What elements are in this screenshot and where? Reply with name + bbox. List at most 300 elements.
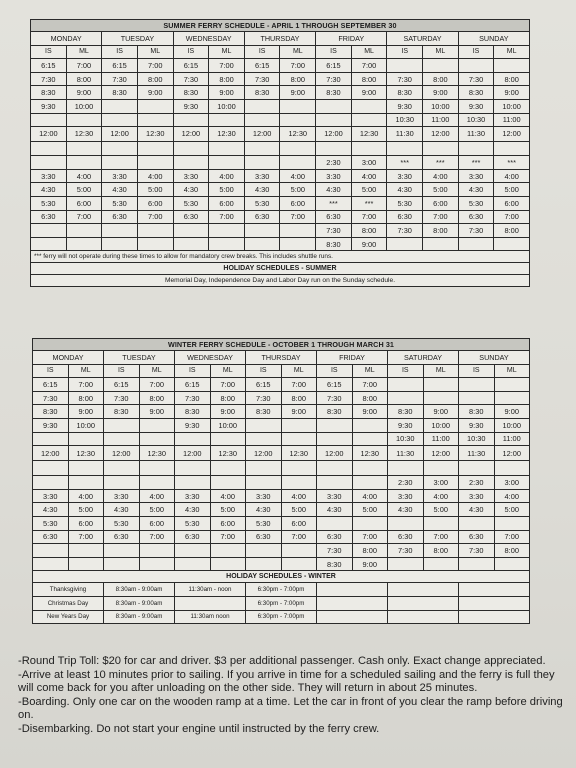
departure-time-cell	[494, 516, 530, 530]
departure-time-cell: 4:00	[352, 489, 388, 503]
departure-time-cell: 7:00	[139, 530, 175, 544]
departure-time-cell	[68, 432, 104, 446]
departure-time-cell: 7:00	[494, 210, 530, 224]
departure-time-cell	[139, 432, 175, 446]
departure-time-cell: 7:00	[210, 530, 246, 544]
departure-time-cell	[494, 378, 530, 392]
departure-time-cell	[33, 461, 69, 476]
departure-time-cell	[423, 391, 459, 405]
departure-time-cell: 5:30	[175, 516, 211, 530]
schedule-row	[31, 196, 530, 210]
winter-schedule-table	[32, 338, 530, 624]
departure-time-cell: 4:00	[210, 489, 246, 503]
terminal-header: ML	[209, 45, 245, 59]
departure-time-cell: 9:00	[494, 86, 530, 100]
departure-time-cell	[494, 237, 530, 251]
departure-time-cell: 8:00	[66, 72, 102, 86]
departure-time-cell: 8:30	[33, 405, 69, 419]
departure-time-cell: 6:30	[173, 210, 209, 224]
departure-time-cell: 7:30	[104, 391, 140, 405]
departure-time-cell	[209, 224, 245, 238]
departure-time-cell	[246, 557, 282, 571]
departure-time-cell: 11:00	[423, 432, 459, 446]
departure-time-cell: 4:30	[244, 183, 280, 197]
departure-time-cell: 6:15	[317, 378, 353, 392]
departure-time-cell: 12:00	[33, 446, 69, 461]
departure-time-cell: 10:30	[458, 113, 494, 127]
departure-time-cell: 11:30	[459, 446, 495, 461]
departure-time-cell: 3:30	[458, 169, 494, 183]
terminal-header: IS	[102, 45, 138, 59]
departure-time-cell: 8:00	[210, 391, 246, 405]
schedule-row	[33, 557, 530, 571]
departure-time-cell	[102, 141, 138, 156]
departure-time-cell	[280, 237, 316, 251]
departure-time-cell: 5:30	[102, 196, 138, 210]
departure-time-cell: 3:30	[173, 169, 209, 183]
departure-time-cell: 5:00	[494, 503, 530, 517]
schedule-row	[33, 530, 530, 544]
departure-time-cell: 11:30	[387, 127, 423, 142]
departure-time-cell: 7:00	[210, 378, 246, 392]
departure-time-cell	[102, 237, 138, 251]
departure-time-cell: 8:30	[388, 405, 424, 419]
departure-time-cell: 2:30	[388, 476, 424, 490]
terminal-header: IS	[246, 364, 282, 378]
departure-time-cell: 5:00	[137, 183, 173, 197]
departure-time-cell	[494, 59, 530, 73]
departure-time-cell: 4:30	[317, 503, 353, 517]
departure-time-cell: 5:00	[423, 183, 459, 197]
departure-time-cell: 3:30	[102, 169, 138, 183]
departure-time-cell: 4:30	[102, 183, 138, 197]
terminal-header: IS	[459, 364, 495, 378]
departure-time-cell: 4:30	[246, 503, 282, 517]
departure-time-cell: 12:00	[244, 127, 280, 142]
departure-time-cell	[281, 557, 317, 571]
terminal-header: IS	[104, 364, 140, 378]
holiday-empty-cell	[317, 596, 388, 610]
departure-time-cell: 7:00	[281, 378, 317, 392]
departure-time-cell: 3:30	[316, 169, 352, 183]
departure-time-cell	[317, 461, 353, 476]
departure-time-cell: 3:30	[388, 489, 424, 503]
departure-time-cell: 6:30	[175, 530, 211, 544]
departure-time-cell: 8:00	[209, 72, 245, 86]
departure-time-cell: 12:30	[66, 127, 102, 142]
schedule-row	[31, 72, 530, 86]
departure-time-cell: 7:30	[31, 72, 67, 86]
departure-time-cell	[246, 418, 282, 432]
departure-time-cell: 7:00	[423, 210, 459, 224]
departure-time-cell	[66, 156, 102, 170]
departure-time-cell: 4:00	[281, 489, 317, 503]
departure-time-cell: 9:00	[352, 405, 388, 419]
departure-time-cell	[281, 544, 317, 558]
schedule-row	[33, 516, 530, 530]
departure-time-cell	[352, 432, 388, 446]
departure-time-cell: 3:30	[459, 489, 495, 503]
departure-time-cell: 7:30	[316, 224, 352, 238]
ferry-note: -Boarding. Only one car on the wooden ramp at a time. Let the car in front of you clear the ramp before driving on.	[18, 695, 563, 722]
departure-time-cell	[31, 237, 67, 251]
departure-time-cell: 7:30	[317, 544, 353, 558]
departure-time-cell: 9:30	[33, 418, 69, 432]
departure-time-cell: 12:00	[173, 127, 209, 142]
departure-time-cell	[459, 461, 495, 476]
departure-time-cell: 7:00	[68, 378, 104, 392]
schedule-row	[33, 503, 530, 517]
departure-time-cell	[352, 418, 388, 432]
departure-time-cell	[494, 461, 530, 476]
departure-time-cell: 5:00	[66, 183, 102, 197]
departure-time-cell	[173, 237, 209, 251]
departure-time-cell: 12:30	[209, 127, 245, 142]
departure-time-cell: 4:30	[104, 503, 140, 517]
departure-time-cell	[66, 237, 102, 251]
departure-time-cell: 5:00	[139, 503, 175, 517]
schedule-row	[33, 391, 530, 405]
departure-time-cell	[388, 378, 424, 392]
day-header: TUESDAY	[102, 32, 173, 46]
departure-time-cell: 6:30	[33, 530, 69, 544]
departure-time-cell: ***	[494, 156, 530, 170]
departure-time-cell: 12:00	[104, 446, 140, 461]
departure-time-cell: 5:00	[280, 183, 316, 197]
departure-time-cell	[139, 476, 175, 490]
departure-time-cell: 11:00	[494, 432, 530, 446]
departure-time-cell	[458, 237, 494, 251]
departure-time-cell: 8:00	[280, 72, 316, 86]
departure-time-cell: 7:00	[209, 210, 245, 224]
departure-time-cell	[281, 432, 317, 446]
departure-time-cell: 10:00	[66, 99, 102, 113]
departure-time-cell	[173, 141, 209, 156]
departure-time-cell	[137, 99, 173, 113]
terminal-header: IS	[173, 45, 209, 59]
departure-time-cell: 7:30	[388, 544, 424, 558]
departure-time-cell	[102, 99, 138, 113]
departure-time-cell: 3:30	[104, 489, 140, 503]
schedule-row	[31, 183, 530, 197]
schedule-row	[31, 210, 530, 224]
departure-time-cell	[458, 141, 494, 156]
ferry-note: -Round Trip Toll: $20 for car and driver. $3 per additional passenger. Cash only. Exact change appreciated.	[18, 655, 546, 667]
departure-time-cell: 5:30	[387, 196, 423, 210]
departure-time-cell	[317, 516, 353, 530]
departure-time-cell: 7:00	[352, 378, 388, 392]
departure-time-cell: 10:00	[423, 99, 459, 113]
departure-time-cell: 6:15	[31, 59, 67, 73]
holiday-heading-row	[31, 263, 530, 275]
departure-time-cell: 8:00	[352, 544, 388, 558]
day-header: SATURDAY	[387, 32, 458, 46]
departure-time-cell: 8:30	[458, 86, 494, 100]
departure-time-cell: 10:30	[387, 113, 423, 127]
departure-time-cell: 6:00	[494, 196, 530, 210]
departure-time-cell: 3:00	[494, 476, 530, 490]
departure-time-cell: 6:15	[316, 59, 352, 73]
schedule-row	[33, 432, 530, 446]
departure-time-cell: 5:30	[104, 516, 140, 530]
departure-time-cell: 9:00	[139, 405, 175, 419]
day-header: TUESDAY	[104, 351, 175, 365]
departure-time-cell	[387, 59, 423, 73]
departure-time-cell	[423, 516, 459, 530]
departure-time-cell: 3:30	[317, 489, 353, 503]
departure-time-cell	[316, 113, 352, 127]
departure-time-cell: 5:30	[246, 516, 282, 530]
departure-time-cell: 10:30	[459, 432, 495, 446]
departure-time-cell: 3:30	[244, 169, 280, 183]
departure-time-cell: 9:00	[68, 405, 104, 419]
departure-time-cell: 3:30	[175, 489, 211, 503]
departure-time-cell	[246, 476, 282, 490]
departure-time-cell: 11:00	[423, 113, 459, 127]
departure-time-cell: 5:00	[209, 183, 245, 197]
departure-time-cell: 6:00	[280, 196, 316, 210]
terminal-header: ML	[281, 364, 317, 378]
departure-time-cell	[66, 113, 102, 127]
departure-time-cell	[137, 237, 173, 251]
holiday-row	[33, 596, 530, 610]
departure-time-cell: 7:30	[459, 544, 495, 558]
terminal-header: ML	[137, 45, 173, 59]
departure-time-cell	[317, 418, 353, 432]
departure-time-cell	[102, 224, 138, 238]
holiday-empty-cell	[388, 610, 459, 624]
holiday-name: Christmas Day	[33, 596, 104, 610]
schedule-row	[33, 489, 530, 503]
departure-time-cell: 6:00	[66, 196, 102, 210]
schedule-row	[31, 224, 530, 238]
departure-time-cell	[209, 156, 245, 170]
departure-time-cell: 6:00	[281, 516, 317, 530]
holiday-time: 11:30am - noon	[175, 583, 246, 597]
departure-time-cell	[210, 432, 246, 446]
schedule-row	[31, 169, 530, 183]
holiday-row	[33, 583, 530, 597]
holiday-time: 8:30am - 9:00am	[104, 610, 175, 624]
schedule-row	[33, 405, 530, 419]
crew-break-note: *** ferry will not operate during these times to allow for mandatory crew breaks. This includes shuttle runs.	[31, 251, 530, 263]
terminal-header: ML	[494, 45, 530, 59]
departure-time-cell	[423, 237, 459, 251]
departure-time-cell	[33, 544, 69, 558]
departure-time-cell	[352, 516, 388, 530]
departure-time-cell	[281, 461, 317, 476]
departure-time-cell: 7:00	[139, 378, 175, 392]
title-row	[31, 20, 530, 32]
departure-time-cell	[423, 378, 459, 392]
departure-time-cell	[317, 476, 353, 490]
departure-time-cell	[281, 418, 317, 432]
departure-time-cell: 4:00	[68, 489, 104, 503]
departure-time-cell	[387, 237, 423, 251]
departure-time-cell	[139, 544, 175, 558]
holiday-name: New Years Day	[33, 610, 104, 624]
departure-time-cell	[139, 461, 175, 476]
departure-time-cell: 6:15	[173, 59, 209, 73]
departure-time-cell: 5:00	[210, 503, 246, 517]
holiday-time: 6:30pm - 7:00pm	[246, 583, 317, 597]
departure-time-cell: 9:00	[210, 405, 246, 419]
departure-time-cell: 8:30	[317, 557, 353, 571]
holiday-empty-cell	[317, 583, 388, 597]
departure-time-cell: 7:00	[423, 530, 459, 544]
departure-time-cell: 8:30	[387, 86, 423, 100]
departure-time-cell: 8:00	[494, 72, 530, 86]
departure-time-cell	[280, 141, 316, 156]
departure-time-cell: 10:00	[210, 418, 246, 432]
departure-time-cell: 3:30	[31, 169, 67, 183]
holiday-heading-row	[33, 571, 530, 583]
departure-time-cell: 6:15	[246, 378, 282, 392]
departure-time-cell	[494, 391, 530, 405]
departure-time-cell	[104, 476, 140, 490]
departure-time-cell: 12:30	[280, 127, 316, 142]
schedule-row	[33, 461, 530, 476]
ferry-notes	[18, 655, 568, 737]
departure-time-cell: 4:00	[139, 489, 175, 503]
day-header: WEDNESDAY	[173, 32, 244, 46]
departure-time-cell	[173, 224, 209, 238]
departure-time-cell: 7:30	[316, 72, 352, 86]
departure-time-cell	[388, 461, 424, 476]
holiday-empty-cell	[388, 583, 459, 597]
holiday-empty-cell	[459, 610, 530, 624]
departure-time-cell	[246, 432, 282, 446]
departure-time-cell	[316, 141, 352, 156]
departure-time-cell: 8:00	[423, 72, 459, 86]
day-header: WEDNESDAY	[175, 351, 246, 365]
holiday-time	[175, 596, 246, 610]
departure-time-cell: 8:00	[68, 391, 104, 405]
departure-time-cell: 9:00	[281, 405, 317, 419]
departure-time-cell: 4:00	[423, 169, 459, 183]
departure-time-cell: 6:15	[244, 59, 280, 73]
departure-time-cell: 4:30	[31, 183, 67, 197]
departure-time-cell: 8:00	[139, 391, 175, 405]
departure-time-cell: ***	[458, 156, 494, 170]
holiday-row	[33, 610, 530, 624]
departure-time-cell: 6:30	[31, 210, 67, 224]
departure-time-cell: 11:00	[494, 113, 530, 127]
departure-time-cell: 12:00	[31, 127, 67, 142]
departure-time-cell: 6:30	[244, 210, 280, 224]
departure-time-cell: 3:00	[351, 156, 387, 170]
departure-time-cell	[173, 113, 209, 127]
departure-time-cell	[31, 224, 67, 238]
departure-time-cell: 7:00	[352, 530, 388, 544]
departure-time-cell: 5:30	[458, 196, 494, 210]
departure-time-cell: 6:00	[423, 196, 459, 210]
departure-time-cell	[137, 141, 173, 156]
departure-time-cell	[244, 113, 280, 127]
departure-time-cell	[139, 557, 175, 571]
departure-time-cell: 9:00	[423, 86, 459, 100]
departure-time-cell: 8:00	[281, 391, 317, 405]
departure-time-cell: 9:30	[387, 99, 423, 113]
departure-time-cell: 12:30	[139, 446, 175, 461]
departure-time-cell	[175, 476, 211, 490]
departure-time-cell: 8:00	[352, 391, 388, 405]
departure-time-cell	[137, 113, 173, 127]
holiday-time: 8:30am - 9:00am	[104, 583, 175, 597]
terminal-header: ML	[352, 364, 388, 378]
departure-time-cell	[66, 224, 102, 238]
title-row	[33, 339, 530, 351]
departure-time-cell: 6:00	[210, 516, 246, 530]
holiday-time: 8:30am - 9:00am	[104, 596, 175, 610]
departure-time-cell: 7:30	[387, 72, 423, 86]
day-header: FRIDAY	[316, 32, 387, 46]
departure-time-cell: 3:00	[423, 476, 459, 490]
departure-time-cell	[104, 432, 140, 446]
day-header: THURSDAY	[246, 351, 317, 365]
departure-time-cell	[352, 476, 388, 490]
departure-time-cell: 10:00	[209, 99, 245, 113]
departure-time-cell	[104, 544, 140, 558]
departure-time-cell: 4:00	[494, 489, 530, 503]
departure-time-cell	[31, 113, 67, 127]
winter-holiday-heading: HOLIDAY SCHEDULES - WINTER	[33, 571, 530, 583]
departure-time-cell	[244, 237, 280, 251]
departure-time-cell: 9:00	[352, 557, 388, 571]
schedule-row	[33, 378, 530, 392]
departure-time-cell	[423, 557, 459, 571]
departure-time-cell: 2:30	[459, 476, 495, 490]
departure-time-cell: 12:30	[281, 446, 317, 461]
departure-time-cell: 6:30	[316, 210, 352, 224]
departure-time-cell: 9:00	[494, 405, 530, 419]
day-header: SATURDAY	[388, 351, 459, 365]
departure-time-cell	[104, 557, 140, 571]
schedule-row	[31, 141, 530, 156]
departure-time-cell: 5:30	[33, 516, 69, 530]
departure-time-cell: 8:30	[175, 405, 211, 419]
departure-time-cell	[387, 141, 423, 156]
terminal-header: IS	[33, 364, 69, 378]
holiday-empty-cell	[459, 583, 530, 597]
terminal-header: ML	[280, 45, 316, 59]
departure-time-cell	[209, 113, 245, 127]
departure-time-cell: ***	[316, 196, 352, 210]
departure-time-cell: 4:30	[173, 183, 209, 197]
schedule-row	[33, 446, 530, 461]
schedule-row	[31, 99, 530, 113]
day-header: SUNDAY	[458, 32, 529, 46]
departure-time-cell	[68, 461, 104, 476]
departure-time-cell: 8:00	[137, 72, 173, 86]
departure-time-cell: 7:30	[458, 224, 494, 238]
departure-time-cell	[102, 156, 138, 170]
note-row	[31, 251, 530, 263]
summer-holiday-heading: HOLIDAY SCHEDULES - SUMMER	[31, 263, 530, 275]
departure-time-cell	[104, 461, 140, 476]
departure-time-cell	[244, 99, 280, 113]
departure-time-cell: 12:30	[68, 446, 104, 461]
departure-time-cell: 4:30	[459, 503, 495, 517]
schedule-row	[31, 59, 530, 73]
terminal-header: IS	[31, 45, 67, 59]
departure-time-cell	[280, 156, 316, 170]
departure-time-cell: 12:30	[352, 446, 388, 461]
departure-time-cell: 7:00	[209, 59, 245, 73]
departure-time-cell	[280, 113, 316, 127]
terminal-header: ML	[351, 45, 387, 59]
departure-time-cell: 9:30	[388, 418, 424, 432]
